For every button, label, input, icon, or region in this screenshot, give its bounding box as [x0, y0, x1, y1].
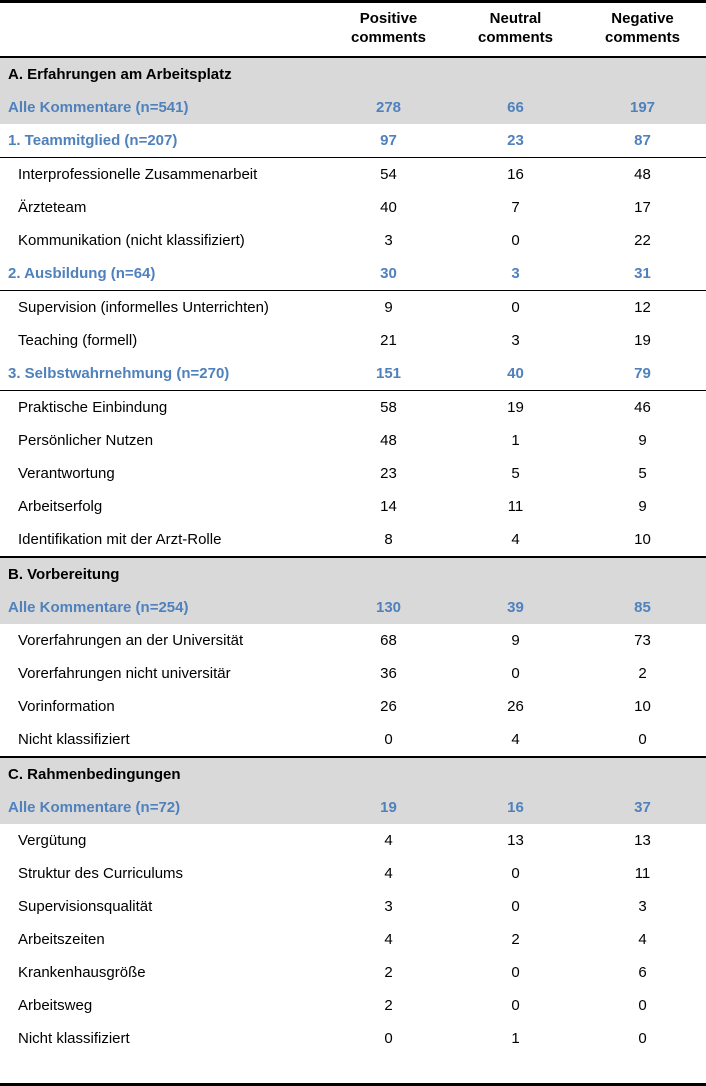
neutral-count: 5 — [511, 465, 520, 482]
row-label: Interprofessionelle Zusammenarbeit — [18, 166, 258, 183]
neutral-count: 0 — [511, 232, 520, 249]
item-row — [0, 723, 706, 757]
total-row — [0, 91, 706, 124]
negative-count: 19 — [634, 332, 651, 349]
row-label: Kommunikation (nicht klassifiziert) — [18, 232, 245, 249]
section-title: A. Erfahrungen am Arbeitsplatz — [0, 57, 325, 91]
row-label: Vergütung — [18, 832, 87, 849]
subsection-row — [0, 124, 706, 158]
negative-count: 17 — [634, 199, 651, 216]
negative-count: 3 — [638, 898, 647, 915]
section-header-row — [0, 757, 706, 791]
total-row — [0, 791, 706, 824]
negative-count: 5 — [638, 465, 647, 482]
section-empty-cell — [579, 557, 706, 591]
row-label: Arbeitszeiten — [18, 931, 105, 948]
item-row — [0, 324, 706, 357]
negative-count: 0 — [638, 997, 647, 1014]
item-row — [0, 424, 706, 457]
negative-count: 48 — [634, 166, 651, 183]
item-row — [0, 857, 706, 890]
neutral-count: 4 — [511, 731, 520, 748]
section-empty-cell — [579, 757, 706, 791]
negative-count: 2 — [638, 665, 647, 682]
item-row — [0, 923, 706, 956]
section-header-row — [0, 57, 706, 91]
section-empty-cell — [325, 57, 452, 91]
section-empty-cell — [325, 557, 452, 591]
positive-count: 0 — [384, 1030, 393, 1047]
negative-count: 9 — [638, 498, 647, 515]
item-row — [0, 291, 706, 325]
row-label: Persönlicher Nutzen — [18, 432, 154, 449]
positive-count: 9 — [384, 299, 393, 316]
subsection-row — [0, 257, 706, 291]
positive-count: 97 — [325, 124, 452, 158]
neutral-count: 0 — [511, 898, 520, 915]
negative-count: 10 — [634, 698, 651, 715]
positive-count: 19 — [325, 791, 452, 824]
subsection-row — [0, 357, 706, 391]
neutral-count: 0 — [511, 964, 520, 981]
positive-count: 3 — [384, 232, 393, 249]
neutral-count: 13 — [507, 832, 524, 849]
neutral-count: 1 — [511, 1030, 520, 1047]
positive-count: 151 — [325, 357, 452, 391]
negative-count: 9 — [638, 432, 647, 449]
positive-count: 4 — [384, 931, 393, 948]
header-neutral-comments: Neutral comments — [452, 2, 579, 58]
negative-count: 79 — [579, 357, 706, 391]
negative-count: 46 — [634, 399, 651, 416]
positive-count: 23 — [380, 465, 397, 482]
item-row — [0, 1022, 706, 1055]
positive-count: 54 — [380, 166, 397, 183]
positive-count: 26 — [380, 698, 397, 715]
neutral-count: 40 — [452, 357, 579, 391]
item-row — [0, 457, 706, 490]
neutral-count: 0 — [511, 665, 520, 682]
item-row — [0, 158, 706, 192]
negative-count: 197 — [579, 91, 706, 124]
neutral-count: 2 — [511, 931, 520, 948]
neutral-count: 9 — [511, 632, 520, 649]
row-label: Teaching (formell) — [18, 332, 138, 349]
item-row — [0, 191, 706, 224]
item-row — [0, 224, 706, 257]
row-label: 2. Ausbildung (n=64) — [0, 257, 325, 291]
header-row — [0, 2, 706, 58]
row-label: Nicht klassifiziert — [18, 731, 130, 748]
row-label: Supervision (informelles Unterrichten) — [18, 299, 269, 316]
positive-count: 21 — [380, 332, 397, 349]
section-empty-cell — [452, 557, 579, 591]
negative-count: 4 — [638, 931, 647, 948]
row-label: 1. Teammitglied (n=207) — [0, 124, 325, 158]
table-body — [0, 57, 706, 1085]
neutral-count: 66 — [452, 91, 579, 124]
negative-count: 12 — [634, 299, 651, 316]
row-label: Praktische Einbindung — [18, 399, 168, 416]
item-row — [0, 989, 706, 1022]
positive-count: 68 — [380, 632, 397, 649]
section-empty-cell — [325, 757, 452, 791]
negative-count: 6 — [638, 964, 647, 981]
positive-count: 14 — [380, 498, 397, 515]
negative-count: 0 — [638, 1030, 647, 1047]
positive-count: 30 — [325, 257, 452, 291]
item-row — [0, 391, 706, 425]
neutral-count: 3 — [511, 332, 520, 349]
item-row — [0, 824, 706, 857]
row-label: Alle Kommentare (n=72) — [0, 791, 325, 824]
neutral-count: 39 — [452, 591, 579, 624]
header-negative-comments: Negative comments — [579, 2, 706, 58]
positive-count: 4 — [384, 832, 393, 849]
neutral-count: 19 — [507, 399, 524, 416]
negative-count: 11 — [634, 865, 651, 882]
positive-count: 4 — [384, 865, 393, 882]
negative-count: 87 — [579, 124, 706, 158]
positive-count: 2 — [384, 997, 393, 1014]
positive-count: 0 — [384, 731, 393, 748]
positive-count: 2 — [384, 964, 393, 981]
spacer-cell — [325, 1055, 452, 1085]
neutral-count: 0 — [511, 299, 520, 316]
neutral-count: 0 — [511, 865, 520, 882]
neutral-count: 16 — [452, 791, 579, 824]
negative-count: 22 — [634, 232, 651, 249]
negative-count: 10 — [634, 531, 651, 548]
row-label: Arbeitserfolg — [18, 498, 103, 515]
neutral-count: 11 — [507, 498, 524, 515]
table-header — [0, 2, 706, 58]
section-title: C. Rahmenbedingungen — [0, 757, 325, 791]
positive-count: 48 — [380, 432, 397, 449]
item-row — [0, 523, 706, 557]
row-label: Nicht klassifiziert — [18, 1030, 130, 1047]
row-label: 3. Selbstwahrnehmung (n=270) — [0, 357, 325, 391]
neutral-count: 26 — [507, 698, 524, 715]
positive-count: 278 — [325, 91, 452, 124]
neutral-count: 1 — [511, 432, 520, 449]
bottom-spacer-row — [0, 1055, 706, 1085]
spacer-cell — [0, 1055, 325, 1085]
row-label: Vorerfahrungen an der Universität — [18, 632, 244, 649]
neutral-count: 3 — [452, 257, 579, 291]
section-empty-cell — [452, 757, 579, 791]
row-label: Identifikation mit der Arzt-Rolle — [18, 531, 222, 548]
spacer-cell — [579, 1055, 706, 1085]
item-row — [0, 490, 706, 523]
row-label: Arbeitsweg — [18, 997, 93, 1014]
positive-count: 40 — [380, 199, 397, 216]
spacer-cell — [452, 1055, 579, 1085]
header-empty-cell — [0, 2, 325, 58]
row-label: Vorinformation — [18, 698, 115, 715]
section-empty-cell — [452, 57, 579, 91]
row-label: Vorerfahrungen nicht universitär — [18, 665, 231, 682]
positive-count: 130 — [325, 591, 452, 624]
item-row — [0, 657, 706, 690]
header-positive-comments: Positive comments — [325, 2, 452, 58]
row-label: Supervisionsqualität — [18, 898, 153, 915]
negative-count: 0 — [638, 731, 647, 748]
neutral-count: 23 — [452, 124, 579, 158]
total-row — [0, 591, 706, 624]
item-row — [0, 956, 706, 989]
row-label: Ärzteteam — [18, 199, 87, 216]
negative-count: 13 — [634, 832, 651, 849]
positive-count: 58 — [380, 399, 397, 416]
item-row — [0, 890, 706, 923]
negative-count: 37 — [579, 791, 706, 824]
positive-count: 8 — [384, 531, 393, 548]
item-row — [0, 624, 706, 657]
item-row — [0, 690, 706, 723]
positive-count: 36 — [380, 665, 397, 682]
negative-count: 73 — [634, 632, 651, 649]
section-empty-cell — [579, 57, 706, 91]
negative-count: 85 — [579, 591, 706, 624]
neutral-count: 4 — [511, 531, 520, 548]
neutral-count: 16 — [507, 166, 524, 183]
row-label: Krankenhausgröße — [18, 964, 146, 981]
neutral-count: 7 — [511, 199, 520, 216]
row-label: Alle Kommentare (n=254) — [0, 591, 325, 624]
row-label: Alle Kommentare (n=541) — [0, 91, 325, 124]
row-label: Struktur des Curriculums — [18, 865, 184, 882]
section-title: B. Vorbereitung — [0, 557, 325, 591]
negative-count: 31 — [579, 257, 706, 291]
positive-count: 3 — [384, 898, 393, 915]
neutral-count: 0 — [511, 997, 520, 1014]
section-header-row — [0, 557, 706, 591]
row-label: Verantwortung — [18, 465, 115, 482]
